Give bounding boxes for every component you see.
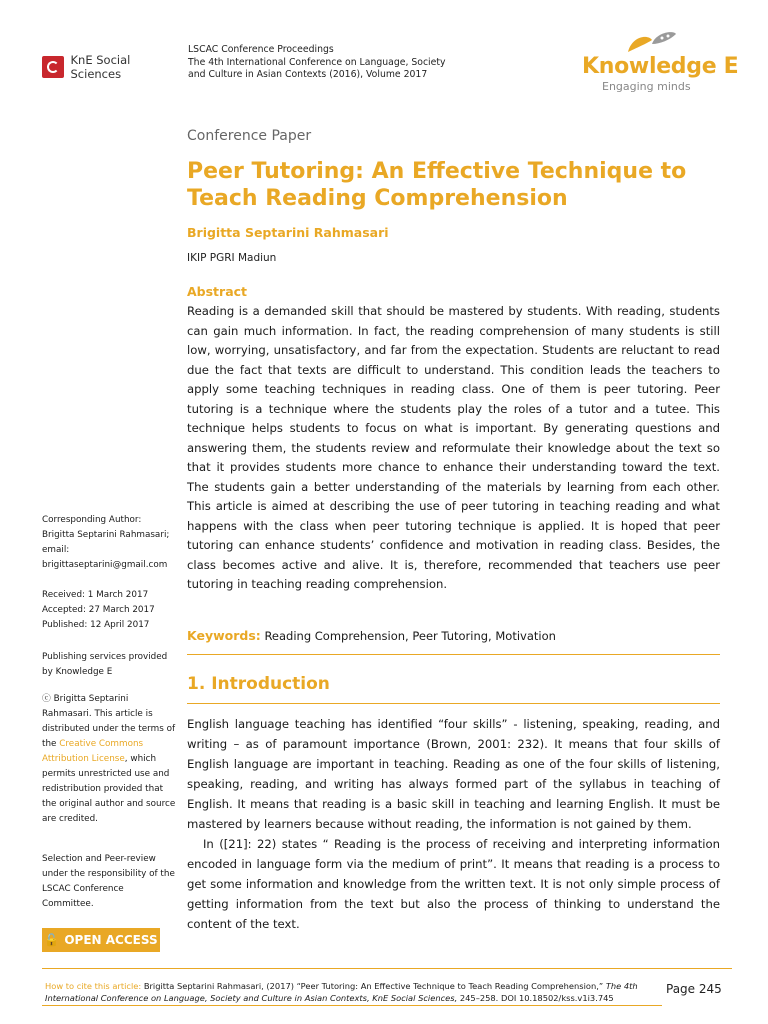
abstract-heading: Abstract bbox=[187, 284, 248, 299]
open-access-label: OPEN ACCESS bbox=[64, 933, 158, 947]
kne-logo-icon bbox=[42, 56, 64, 78]
article-dates bbox=[42, 588, 177, 633]
author-email[interactable]: brigittaseptarini@gmail.com bbox=[42, 560, 168, 570]
footer-rule bbox=[42, 968, 732, 969]
peer-review-statement: Selection and Peer-review under the responsibility of the LSCAC Conference Committee. bbox=[42, 854, 175, 909]
abstract-text: Reading is a demanded skill that should be mastered by students. With reading, students can gain much information. In fact, the reading comprehension of many students is still low, worrying, unsatisfactory, and far from the expectation. Students are reluctant to read due the fact that texts are difficult to understand. This condition leads the teachers to apply some teaching techniques in reading class. One of them is peer tutoring. Peer tutoring is a technique where the students play the roles of a tutor and a tutee. This technique helps students to focus on what is important. By generating questions and answering them, the students review and reformulate their knowledge about the text so that it provides students more chance to enhance their understanding toward the text. The students gain a better understanding of the materials by learning from each other. This article is aimed at describing the use of peer tutoring in teaching reading and what happens with the class when peer tutoring technique is applied. It is hoped that peer tutoring can enhance students’ confidence and motivation in reading class. Besides, the class becomes active and alive. It is, therefore, recommended that teachers use peer tutoring in teaching reading comprehension. bbox=[187, 304, 720, 591]
publishing-services: Publishing services provided by Knowledge E bbox=[42, 652, 168, 677]
kne-logo bbox=[42, 55, 182, 79]
section-divider bbox=[187, 703, 720, 704]
license-text: , which permits unrestricted use and redistribution provided that the original author and source are credited. bbox=[42, 754, 176, 824]
proceedings-line: and Culture in Asian Contexts (2016), Volume 2017 bbox=[188, 69, 428, 80]
article-title: Peer Tutoring: An Effective Technique to Teach Reading Comprehension bbox=[187, 159, 687, 211]
keywords-text: Reading Comprehension, Peer Tutoring, Motivation bbox=[264, 629, 556, 643]
author-name: Brigitta Septarini Rahmasari bbox=[187, 225, 389, 240]
keywords-label: Keywords: bbox=[187, 628, 261, 643]
cite-venue: The 4th International Conference on Language, Society and Culture in Asian Contexts, KnE Social Sciences, bbox=[45, 981, 638, 1003]
citation bbox=[45, 980, 665, 1004]
page-number: Page 245 bbox=[666, 982, 722, 996]
keywords bbox=[187, 628, 556, 643]
introduction-body bbox=[187, 714, 720, 934]
corr-label: Corresponding Author: bbox=[42, 515, 142, 525]
paragraph: English language teaching has identified “four skills” - listening, speaking, reading, and writing – as of paramount importance (Brown, 2001: 232). It means that four skills of English language are important in teaching. Reading as one of the four skills of listening, speaking, reading, and writing has always formed part of the syllabus in teaching of English. It means that reading is a basic skill in teaching and learning English. It must be mastered by learners because without reading, the information is not gained by them. bbox=[187, 717, 720, 831]
cite-doi: 245–258. DOI 10.18502/kss.v1i3.745 bbox=[457, 993, 614, 1003]
publisher-name: KnE Social Sciences bbox=[70, 53, 131, 81]
license-statement bbox=[42, 692, 177, 827]
proceedings-info bbox=[188, 44, 488, 82]
cc-license-link[interactable]: Creative Commons Attribution License bbox=[42, 739, 144, 764]
paragraph: In ([21]: 22) states “ Reading is the process of receiving and interpreting information encoded in language form via the medium of print”. It means that reading is a process to get some information and knowledge from the written text. It is not only simple process of getting information from the text but also the process of thinking to understand the content of the text. bbox=[187, 837, 720, 931]
footer-rule bbox=[42, 1005, 662, 1006]
cite-label: How to cite this article: bbox=[45, 981, 142, 991]
corresponding-author bbox=[42, 513, 177, 573]
published-date: Published: 12 April 2017 bbox=[42, 620, 150, 630]
cite-text: Brigitta Septarini Rahmasari, (2017) “Peer Tutoring: An Effective Technique to Teach Reading Comprehension,” bbox=[143, 981, 606, 991]
article-type: Conference Paper bbox=[187, 128, 312, 144]
corr-name: Brigitta Septarini Rahmasari; bbox=[42, 530, 170, 540]
received-date: Received: 1 March 2017 bbox=[42, 590, 149, 600]
section-divider bbox=[187, 654, 720, 655]
open-access-badge bbox=[42, 928, 160, 952]
knowledge-e-tagline: Engaging minds bbox=[602, 80, 691, 93]
proceedings-line: The 4th International Conference on Language, Society bbox=[188, 56, 446, 68]
email-label: email: bbox=[42, 545, 70, 555]
knowledge-e-title: Knowledge E bbox=[582, 54, 739, 79]
affiliation: IKIP PGRI Madiun bbox=[187, 252, 277, 264]
lock-icon: 🔓 bbox=[44, 933, 60, 947]
accepted-date: Accepted: 27 March 2017 bbox=[42, 605, 155, 615]
section-heading: 1. Introduction bbox=[187, 674, 330, 694]
proceedings-line: LSCAC Conference Proceedings bbox=[188, 44, 334, 55]
license-text: ⓒ Brigitta Septarini Rahmasari. This article is distributed under the terms of the bbox=[42, 694, 176, 749]
leaf-icon bbox=[622, 30, 678, 56]
knowledge-e-logo bbox=[582, 28, 739, 98]
